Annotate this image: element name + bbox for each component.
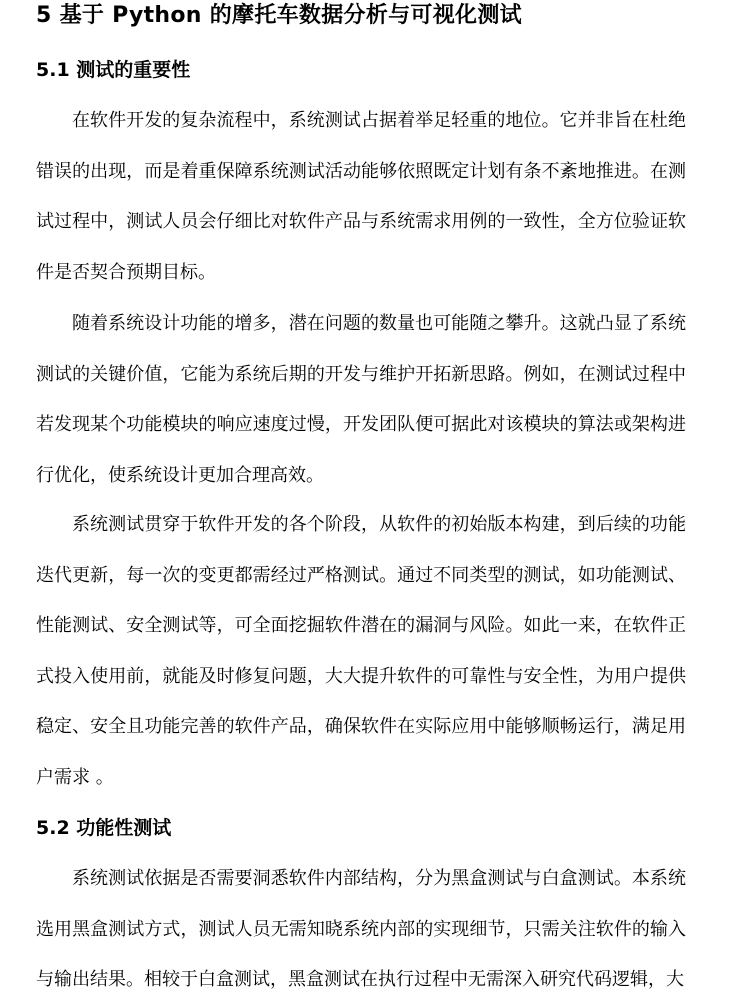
paragraph: 随着系统设计功能的增多，潜在问题的数量也可能随之攀升。这就凸显了系统测试的关键价值，它能为系统后期的开发与维护开拓新思路。例如，在测试过程中若发现某个功能模块的响应速度过慢，开发团队便可据此对该模块的算法或架构进行优化，使系统设计更加合理高效。	[36, 313, 686, 486]
paragraph: 在软件开发的复杂流程中，系统测试占据着举足轻重的地位。它并非旨在杜绝错误的出现，而是着重保障系统测试活动能够依照既定计划有条不紊地推进。在测试过程中，测试人员会仔细比对软件产品与系统需求用例的一致性，全方位验证软件是否契合预期目标。	[36, 110, 686, 283]
section-heading-5-2: 5.2 功能性测试	[36, 817, 172, 839]
chapter-title: 5 基于 Python 的摩托车数据分析与可视化测试	[36, 3, 522, 28]
paragraph: 系统测试依据是否需要洞悉软件内部结构，分为黑盒测试与白盒测试。本系统选用黑盒测试方式，测试人员无需知晓系统内部的实现细节，只需关注软件的输入与输出结果。相较于白盒测试，黑盒测试在执行过程中无需深入研究代码逻辑，大	[36, 868, 686, 990]
paragraph: 系统测试贯穿于软件开发的各个阶段，从软件的初始版本构建，到后续的功能迭代更新，每一次的变更都需经过严格测试。通过不同类型的测试，如功能测试、性能测试、安全测试等，可全面挖掘软件潜在的漏洞与风险。如此一来，在软件正式投入使用前，就能及时修复问题，大大提升软件的可靠性与安全性，为用户提供稳定、安全且功能完善的软件产品，确保软件在实际应用中能够顺畅运行，满足用户需求 。	[36, 514, 686, 788]
section-heading-5-1: 5.1 测试的重要性	[36, 59, 191, 81]
